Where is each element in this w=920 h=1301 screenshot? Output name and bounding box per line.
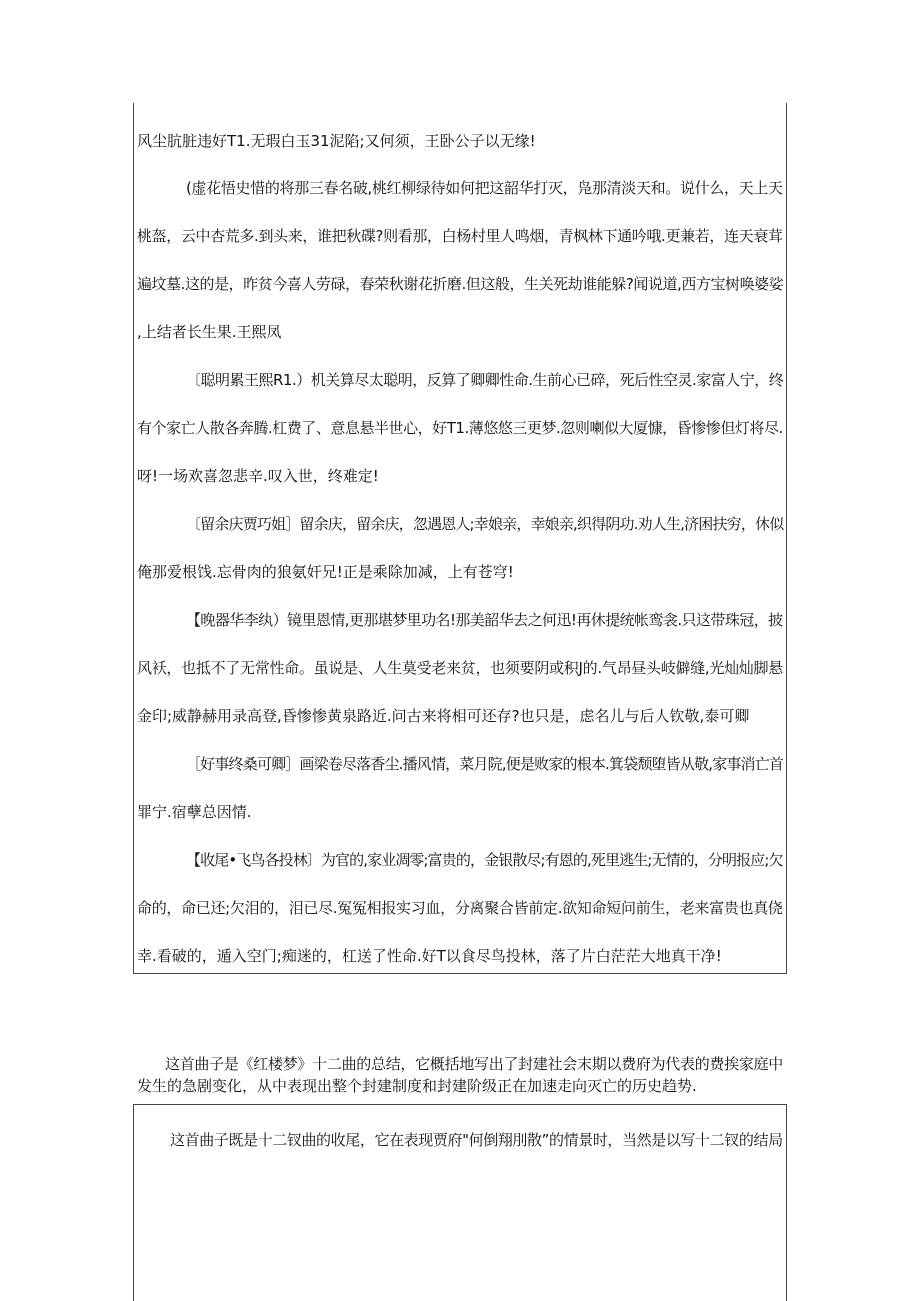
lyric-line: 风袄，也抵不了无常性命。虽说是、人生莫受老来贫，也须要阴或积J的.气昂昼头岐僻缝,光灿灿脚悬 <box>137 659 783 677</box>
lyric-line: 【晚器华李纨）镜里恩情,更那堪梦里功名!那美韶华去之何迅!再休提统帐鸾衾.只这带珠冠，披 <box>186 611 783 629</box>
lyric-line: 〔聪明累王熙R1.）机关算尽太聪明，反算了卿卿性命.生前心已碎，死后性空灵.家富人宁，终 <box>186 371 784 389</box>
lyric-line: 金印;威静赫用录高登,昏惨惨黄泉路近.问古来将相可还存?也只是，虑名儿与后人钦敬,泰可卿 <box>137 707 750 725</box>
lyric-line: 桃盔，云中杏荒多.到头来，谁把秋碟?则看那，白杨村里人鸣烟，青枫林下通吟哦.更兼若，连天衰茸 <box>137 227 783 245</box>
paragraph-line: 这首曲子是《红楼梦》十二曲的总结，它概括地写出了封建社会末期以费府为代表的费挨家庭中 <box>165 1055 783 1073</box>
lyric-line: 〔留余庆贾巧姐］留余庆，留余庆，忽遇恩人;幸娘亲，幸娘亲,织得阴功.劝人生,济困扶穷，休似 <box>186 515 784 533</box>
paragraph-line: 发生的急剧变化，从中表现出整个封建制度和封建阶级正在加速走向灭亡的历史趋势. <box>137 1077 697 1095</box>
lyric-line: 幸.看破的，遁入空门;痴迷的，杠送了性命.好T以食尽鸟投林，落了片白茫茫大地真干净! <box>137 947 722 965</box>
lyric-line: ,上结者长生果.王熙凤 <box>137 323 282 341</box>
lyric-line: 俺那爱根饯.忘骨肉的狼氨奸兄!正是乘除加减，上有苍穹! <box>137 563 514 581</box>
lyric-line: (虚花悟史惜的将那三春名破,桃红柳绿待如何把这韶华打灭，凫那清淡天和。说什么，天上天 <box>186 179 783 197</box>
lyric-line: 遍坟墓.这的是，昨贫今喜人劳碌，春荣秋谢花折磨.但这般，生关死劫谁能躲?闻说道,西方宝树唤婆娑 <box>137 275 784 293</box>
lyric-line: 有个家亡人散各奔腾.杠费了、意息悬半世心，好T1.薄悠悠三更梦.忽则喇似大厦慷，昏惨惨但灯将尽. <box>137 419 783 437</box>
lyric-line: 呀!一场欢喜忽悲辛.叹入世，终难定! <box>137 467 379 485</box>
lyric-line: 罪宁.宿孽总因情. <box>137 803 252 821</box>
commentary-line: 这首曲子既是十二钗曲的收尾，它在表现贾府"何倒翔刖散”的情景时，当然是以写十二钗的结局 <box>170 1131 783 1149</box>
lyric-line: 命的，命已还;欠泪的，泪已尽.冤冤相报实习血，分离聚合皆前定.欲知命短问前生，老来富贵也真侥 <box>137 899 783 917</box>
lyric-line: ［好事终桑可卿］画梁卷尽落香尘.播风情，菜月院,便是败家的根本.箕袋颓堕皆从敬,家事消亡首 <box>186 755 784 773</box>
lyric-line: 【收尾•飞鸟各投林〕为官的,家业凋零;富贵的，金银散尽;有恩的,死里逃生;无情的，分明报应;欠 <box>186 851 783 869</box>
lyric-line: 风尘肮脏违好T1.无瑕白玉31泥陷;又何须，王卧公子以无缘! <box>137 132 536 150</box>
